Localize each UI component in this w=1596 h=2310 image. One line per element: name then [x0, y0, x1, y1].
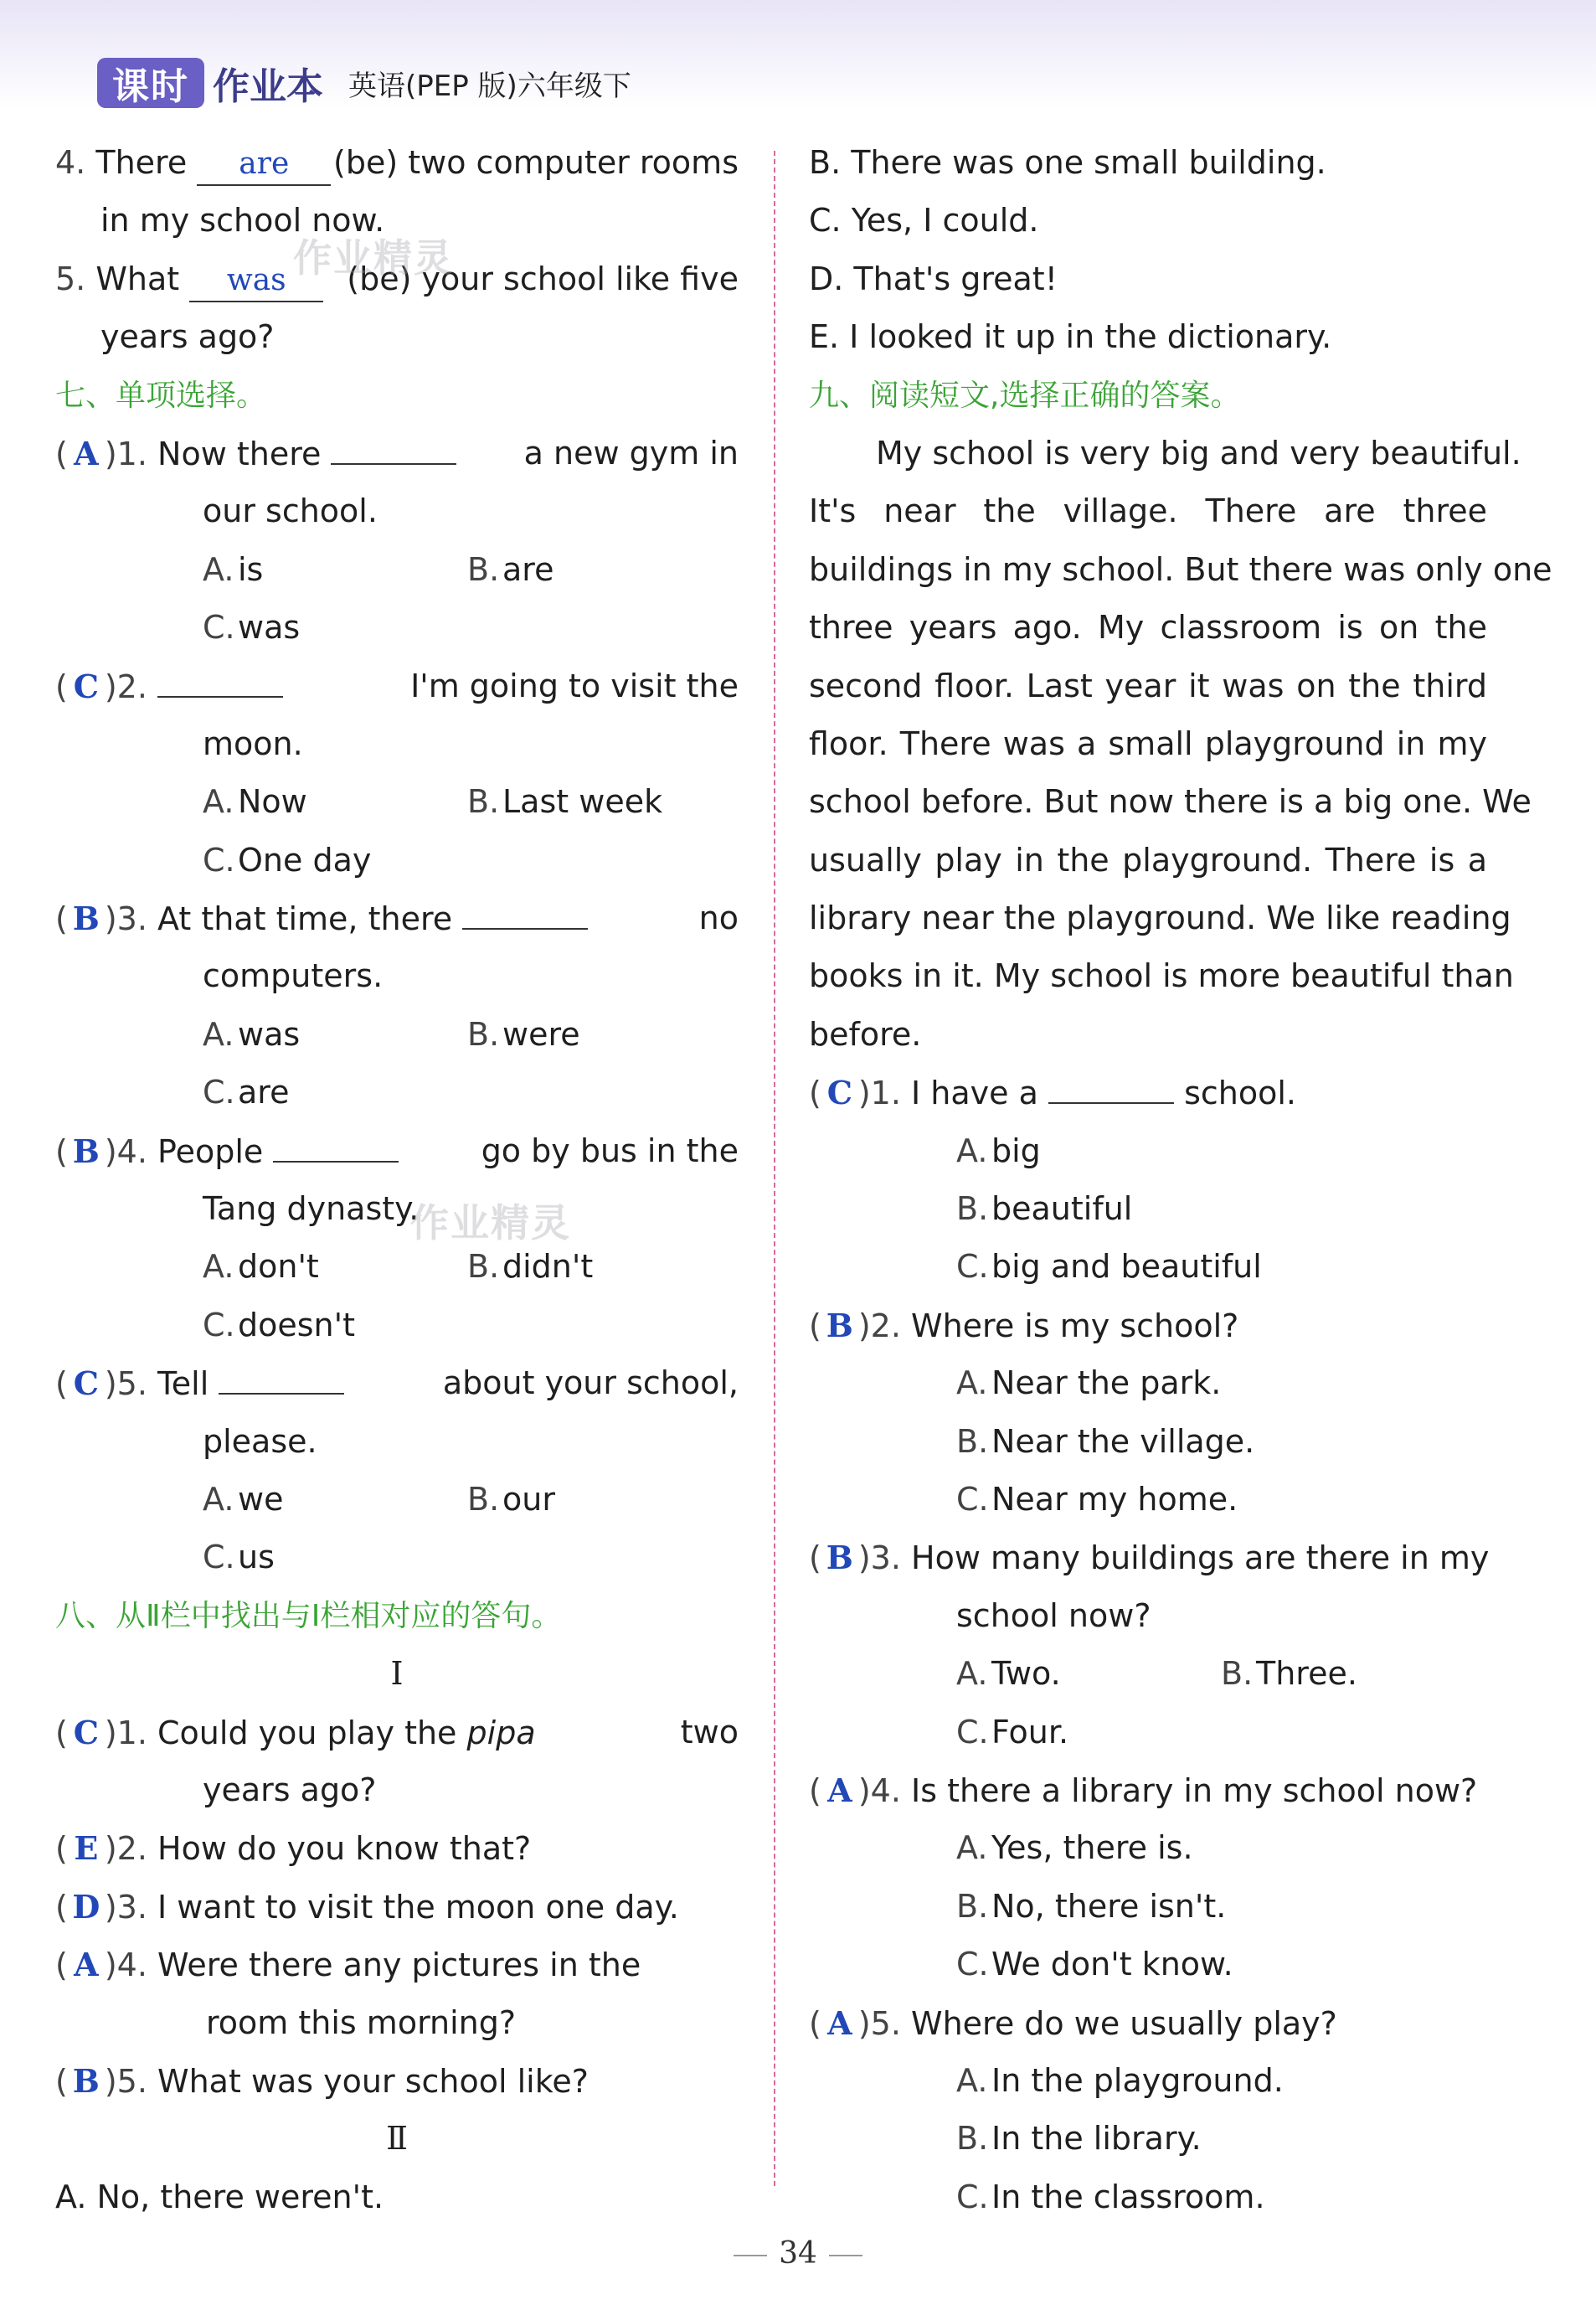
- brand-name: 作业本: [213, 65, 323, 108]
- answer-blank: are: [197, 147, 331, 186]
- mc-4-options: A. don't B. didn't: [203, 1248, 594, 1286]
- fill-item-5: 5. What was (be) your school like five: [55, 250, 739, 308]
- section-9-title: 九、阅读短文,选择正确的答案。: [809, 378, 1241, 413]
- match-question-2: ( E )2. How do you know that?: [55, 1829, 532, 1868]
- watermark-1: 作业精灵: [293, 235, 454, 281]
- fill-item-5-cont: years ago?: [100, 318, 275, 356]
- column-divider: [774, 151, 775, 2186]
- mc-question-3: ( B )3. At that time, there no: [55, 889, 739, 947]
- answer-blank: was: [189, 264, 323, 302]
- column-2-answer-c: C. Yes, I could.: [809, 202, 1039, 240]
- left-column: 4. There are (be) two computer rooms in my school now. 5. What was (be) your school like five years ago? 七、单项选择。 ( A )1. Now there a new gym in our school. A. is B. are C.was ( C )2. I'm going to visit the moon. A. Now B. Last week C.One day ( B )3. At that time, there no computers. A. was B. were C.are ( B )4. People go by bus in the Tang dynasty. A. don't B. didn't C.doesn't ( C )5. Tell about your school, please. A. we B. our C.us 八、从Ⅱ栏中找出与Ⅰ栏相对应的答句。 I ( C )1. Could you play the pipa two years ago? ( E )2. How do you know that? ( D )3. I want to visit the moon one day. ( A )4. Were there any pictures in the room this morning? ( B )5. What was your school like? Ⅱ A. No, there weren't.: [55, 134, 739, 2226]
- mc-2-options: A. Now B. Last week: [203, 783, 663, 821]
- mc-1-options: A. is B. are: [203, 550, 554, 588]
- reading-question-2: ( B )2. Where is my school?: [809, 1306, 1239, 1344]
- header-brand: [97, 55, 631, 111]
- match-question-4: ( A )4. Were there any pictures in the: [55, 1946, 641, 1984]
- reading-passage: My school is very big and very beautiful. It's near the village. There are three buildings in my school. But there was only one three years ago. My classroom is on the second floor. Last year it was on the third floor. There was a small playground in my school before. But now there is a big one. We usually play in the playground. There is a library near the playground. We like reading books in it. My school is more beautiful than before.: [809, 434, 1552, 1053]
- reading-question-4: ( A )4. Is there a library in my school now?: [809, 1771, 1478, 1809]
- column-2-label: Ⅱ: [386, 2120, 408, 2158]
- mc-5-options: A. we B. our: [203, 1480, 555, 1518]
- mc-question-5: ( C )5. Tell about your school,: [55, 1354, 739, 1412]
- match-question-1: ( C )1. Could you play the pipa two: [55, 1713, 739, 1751]
- reading-question-3: ( B )3. How many buildings are there in my: [809, 1539, 1490, 1577]
- column-2-answer-b: B. There was one small building.: [809, 144, 1326, 181]
- column-2-answer-a: A. No, there weren't.: [55, 2178, 384, 2215]
- column-1-label: I: [390, 1655, 404, 1693]
- mc-question-2: ( C )2. I'm going to visit the: [55, 657, 739, 715]
- mc-question-4: ( B )4. People go by bus in the: [55, 1122, 739, 1180]
- column-2-answer-e: E. I looked it up in the dictionary.: [809, 318, 1332, 356]
- mc-3-options: A. was B. were: [203, 1015, 580, 1053]
- fill-item-4-cont: in my school now.: [100, 202, 385, 240]
- fill-item-4: 4. There are (be) two computer rooms: [55, 134, 739, 192]
- brand-logo: 课时: [97, 58, 204, 108]
- match-question-3: ( D )3. I want to visit the moon one day.: [55, 1887, 679, 1926]
- right-column: B. There was one small building. C. Yes, I could. D. That's great! E. I looked it up in the dictionary. 九、阅读短文,选择正确的答案。 My school is very big and very beautiful. It's near the village. There are three buildings in my school. But there was only one three years ago. My classroom is on the second floor. Last year it was on the third floor. There was a small playground in my school before. But now there is a big one. We usually play in the playground. There is a library near the playground. We like reading books in it. My school is more beautiful than before. ( C )1. I have a school. A. big B. beautiful C.big and beautiful ( B )2. Where is my school? A. Near the park. B. Near the village. C.Near my home. ( B )3. How many buildings are there in my school now? A. Two. B. Three. C.Four. ( A )4. Is there a library in my school now? A. Yes, there is. B. No, there isn't. C.We don't know. ( A )5. Where do we usually play? A. In the playground. B. In the library. C.In the classroom.: [809, 134, 1487, 2226]
- reading-question-5: ( A )5. Where do we usually play?: [809, 2003, 1337, 2042]
- column-2-answer-d: D. That's great!: [809, 260, 1058, 297]
- match-question-5: ( B )5. What was your school like?: [55, 2061, 589, 2100]
- page-number: 34: [0, 2236, 1596, 2271]
- book-subtitle: 英语(PEP 版)六年级下: [348, 69, 631, 103]
- mc-question-1: ( A )1. Now there a new gym in: [55, 425, 739, 482]
- watermark-2: 作业精灵: [410, 1200, 571, 1245]
- section-8-title: 八、从Ⅱ栏中找出与Ⅰ栏相对应的答句。: [55, 1598, 562, 1633]
- section-7-title: 七、单项选择。: [55, 378, 267, 413]
- reading-question-1: ( C )1. I have a school.: [809, 1064, 1487, 1121]
